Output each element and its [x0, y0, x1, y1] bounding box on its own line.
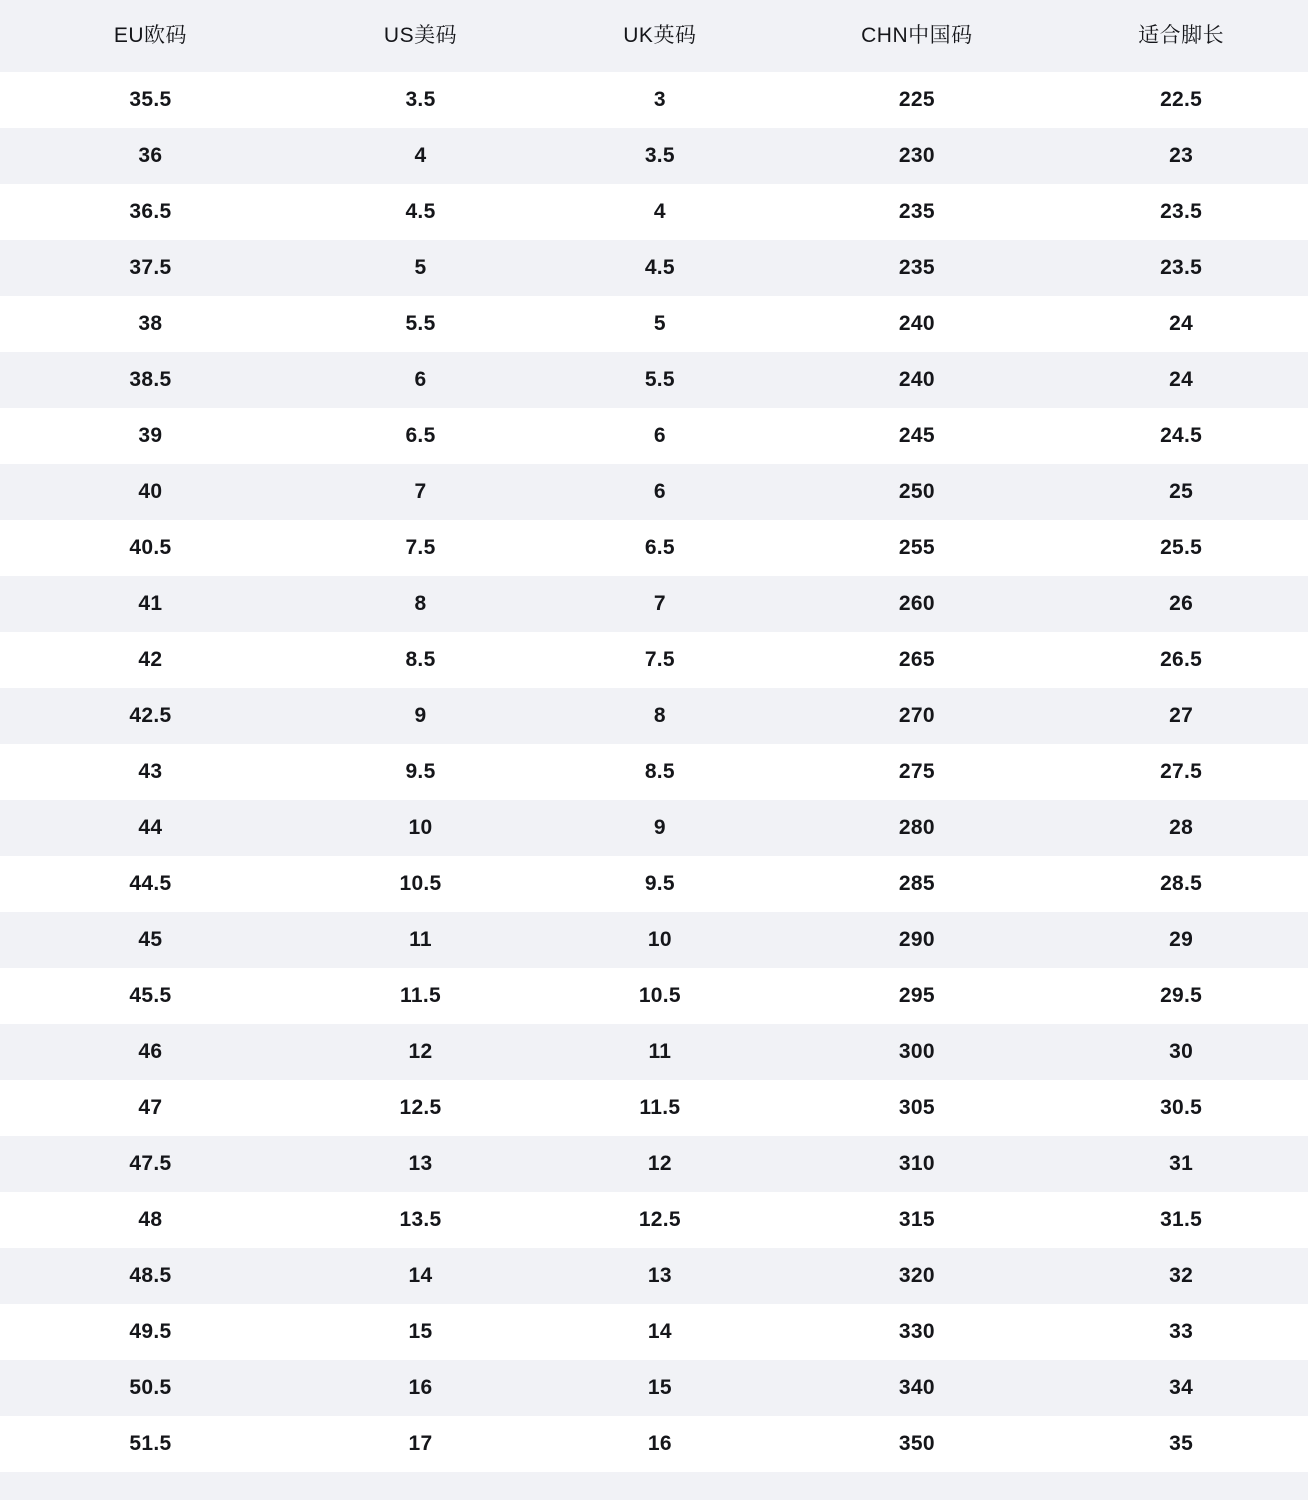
table-cell: [1054, 1024, 1308, 1080]
cell-value: 7: [653, 592, 666, 615]
table-cell: [1054, 240, 1308, 296]
cell-value: 8.5: [405, 648, 436, 671]
table-row: [0, 1248, 1308, 1304]
table-row: [0, 184, 1308, 240]
table-cell: [0, 968, 301, 1024]
table-cell: [0, 1416, 301, 1472]
table-cell: [780, 1416, 1055, 1472]
table-cell: [301, 912, 540, 968]
cell-value: 5: [653, 312, 666, 335]
cell-value: 34: [1169, 1376, 1194, 1399]
cell-value: 28: [1169, 816, 1194, 839]
table-cell: [540, 1192, 779, 1248]
table-cell: [1054, 744, 1308, 800]
cell-value: 39: [138, 424, 163, 447]
table-row: [0, 688, 1308, 744]
table-cell: [1054, 688, 1308, 744]
cell-value: 36: [138, 144, 163, 167]
cell-value: 4.5: [644, 256, 675, 279]
table-cell: [301, 856, 540, 912]
cell-value: 25: [1169, 480, 1194, 503]
cell-value: 11: [409, 928, 432, 951]
cell-value: 29: [1169, 928, 1194, 951]
cell-value: 240: [898, 312, 935, 335]
table-cell: [301, 240, 540, 296]
table-cell: [540, 520, 779, 576]
cell-value: 6.5: [644, 536, 675, 559]
cell-value: 11.5: [400, 984, 441, 1007]
table-row: [0, 800, 1308, 856]
cell-value: 27.5: [1160, 760, 1203, 783]
table-cell: [1054, 520, 1308, 576]
cell-value: 23.5: [1160, 256, 1203, 279]
cell-value: 3.5: [405, 88, 436, 111]
cell-value: 6: [414, 368, 427, 391]
cell-value: 245: [898, 424, 935, 447]
table-cell: [780, 184, 1055, 240]
table-cell: [1054, 912, 1308, 968]
table-cell: [301, 352, 540, 408]
cell-value: 350: [898, 1432, 935, 1455]
cell-value: 230: [898, 144, 935, 167]
table-cell: [540, 1080, 779, 1136]
table-cell: [540, 72, 779, 128]
cell-value: 12.5: [399, 1096, 442, 1119]
table-cell: [1054, 1360, 1308, 1416]
table-cell: [1054, 464, 1308, 520]
table-cell: [301, 1304, 540, 1360]
column-header-us: US美码: [301, 0, 540, 72]
table-cell: [0, 408, 301, 464]
cell-value: 12.5: [638, 1208, 681, 1231]
cell-value: 36.5: [129, 200, 172, 223]
cell-value: 48: [138, 1208, 163, 1231]
table-row: [0, 1080, 1308, 1136]
cell-value: 280: [898, 816, 935, 839]
cell-value: 37.5: [129, 256, 172, 279]
table-row: [0, 1136, 1308, 1192]
table-cell: [540, 296, 779, 352]
cell-value: 40.5: [129, 536, 172, 559]
table-cell: [0, 632, 301, 688]
table-cell: [780, 968, 1055, 1024]
table-row: [0, 1192, 1308, 1248]
cell-value: 41: [138, 592, 163, 615]
table-cell: [780, 800, 1055, 856]
table-cell: [540, 1248, 779, 1304]
table-cell: [780, 520, 1055, 576]
cell-value: 50.5: [129, 1376, 172, 1399]
table-cell: [540, 576, 779, 632]
table-row: [0, 1304, 1308, 1360]
cell-value: 10.5: [638, 984, 681, 1007]
table-cell: [780, 744, 1055, 800]
table-cell: [301, 296, 540, 352]
table-cell: [301, 744, 540, 800]
column-header-uk: UK英码: [540, 0, 779, 72]
table-cell: [780, 1080, 1055, 1136]
table-cell: [0, 1024, 301, 1080]
table-cell: [1054, 1248, 1308, 1304]
table-cell: [780, 296, 1055, 352]
table-cell: [301, 520, 540, 576]
cell-value: 4.5: [405, 200, 436, 223]
cell-value: 47.5: [129, 1152, 172, 1175]
cell-value: 45.5: [129, 984, 172, 1007]
table-cell: [0, 296, 301, 352]
table-cell: [780, 688, 1055, 744]
cell-value: 13.5: [399, 1208, 442, 1231]
cell-value: 17: [408, 1432, 433, 1455]
cell-value: 270: [898, 704, 935, 727]
table-cell: [1054, 800, 1308, 856]
cell-value: 24.5: [1160, 424, 1203, 447]
cell-value: 7.5: [405, 536, 436, 559]
cell-value: 14: [408, 1264, 433, 1287]
cell-value: 330: [898, 1320, 935, 1343]
cell-value: 26: [1169, 592, 1194, 615]
table-cell: [540, 1416, 779, 1472]
column-header-eu: EU欧码: [0, 0, 301, 72]
table-cell: [301, 800, 540, 856]
table-row: [0, 128, 1308, 184]
table-cell: [0, 744, 301, 800]
table-row: [0, 464, 1308, 520]
cell-value: 11.5: [639, 1096, 681, 1119]
table-cell: [780, 72, 1055, 128]
cell-value: 12: [408, 1040, 433, 1063]
table-cell: [540, 856, 779, 912]
cell-value: 9.5: [644, 872, 675, 895]
table-cell: [1054, 296, 1308, 352]
cell-value: 13: [408, 1152, 433, 1175]
cell-value: 310: [898, 1152, 935, 1175]
cell-value: 24: [1169, 368, 1194, 391]
cell-value: 7.5: [644, 648, 675, 671]
table-row: [0, 1024, 1308, 1080]
table-cell: [780, 1248, 1055, 1304]
cell-value: 265: [898, 648, 935, 671]
table-cell: [0, 352, 301, 408]
table-cell: [301, 464, 540, 520]
table-cell: [1054, 72, 1308, 128]
table-cell: [540, 128, 779, 184]
cell-value: 30: [1169, 1040, 1194, 1063]
table-cell: [780, 464, 1055, 520]
table-cell: [0, 912, 301, 968]
cell-value: 29.5: [1160, 984, 1203, 1007]
cell-value: 5.5: [405, 312, 436, 335]
header-row: [0, 0, 1308, 72]
cell-value: 23.5: [1160, 200, 1203, 223]
cell-value: 42.5: [129, 704, 172, 727]
cell-value: 340: [898, 1376, 935, 1399]
table-row: [0, 744, 1308, 800]
table-cell: [1054, 856, 1308, 912]
cell-value: 6.5: [405, 424, 436, 447]
table-cell: [780, 856, 1055, 912]
cell-value: 10.5: [399, 872, 442, 895]
cell-value: 235: [898, 200, 935, 223]
table-cell: [301, 1416, 540, 1472]
table-cell: [780, 240, 1055, 296]
cell-value: 15: [408, 1320, 433, 1343]
cell-value: 28.5: [1160, 872, 1203, 895]
table-cell: [540, 968, 779, 1024]
table-cell: [0, 856, 301, 912]
table-cell: [0, 576, 301, 632]
cell-value: 35.5: [129, 88, 172, 111]
table-cell: [1054, 576, 1308, 632]
cell-value: 38: [138, 312, 163, 335]
table-cell: [0, 520, 301, 576]
table-cell: [301, 1136, 540, 1192]
table-row: [0, 632, 1308, 688]
cell-value: 44: [138, 816, 163, 839]
table-cell: [0, 800, 301, 856]
cell-value: 8: [653, 704, 666, 727]
table-cell: [540, 408, 779, 464]
cell-value: 4: [414, 144, 427, 167]
table-cell: [540, 1024, 779, 1080]
cell-value: 9: [414, 704, 427, 727]
table-cell: [1054, 1416, 1308, 1472]
table-cell: [780, 352, 1055, 408]
table-cell: [301, 184, 540, 240]
table-cell: [780, 912, 1055, 968]
table-cell: [540, 1360, 779, 1416]
table-row: [0, 296, 1308, 352]
table-cell: [1054, 1192, 1308, 1248]
cell-value: 10: [408, 816, 433, 839]
column-header-footlength: 适合脚长: [1054, 0, 1308, 72]
cell-value: 11: [648, 1040, 672, 1063]
cell-value: 250: [898, 480, 935, 503]
table-cell: [301, 1024, 540, 1080]
table-cell: [780, 1024, 1055, 1080]
table-cell: [0, 72, 301, 128]
cell-value: 8: [414, 592, 427, 615]
cell-value: 43: [138, 760, 163, 783]
table-cell: [540, 184, 779, 240]
table-cell: [540, 352, 779, 408]
cell-value: 9.5: [405, 760, 436, 783]
cell-value: 320: [898, 1264, 935, 1287]
table-cell: [301, 1080, 540, 1136]
table-row: [0, 912, 1308, 968]
cell-value: 23: [1169, 144, 1194, 167]
cell-value: 13: [647, 1264, 672, 1287]
cell-value: 51.5: [129, 1432, 172, 1455]
table-cell: [301, 576, 540, 632]
table-cell: [540, 240, 779, 296]
table-row: [0, 72, 1308, 128]
table-row: [0, 576, 1308, 632]
cell-value: 5.5: [644, 368, 675, 391]
cell-value: 25.5: [1160, 536, 1203, 559]
table-cell: [1054, 128, 1308, 184]
table-cell: [301, 128, 540, 184]
table-cell: [540, 912, 779, 968]
table-cell: [780, 1304, 1055, 1360]
table-cell: [301, 688, 540, 744]
cell-value: 49.5: [129, 1320, 172, 1343]
cell-value: 15: [647, 1376, 672, 1399]
cell-value: 22.5: [1160, 88, 1203, 111]
table-cell: [780, 576, 1055, 632]
cell-value: 31: [1169, 1152, 1194, 1175]
cell-value: 305: [898, 1096, 935, 1119]
cell-value: 300: [898, 1040, 935, 1063]
table-cell: [301, 72, 540, 128]
table-cell: [1054, 352, 1308, 408]
table-cell: [1054, 1136, 1308, 1192]
cell-value: 46: [138, 1040, 163, 1063]
table-cell: [301, 968, 540, 1024]
cell-value: 6: [653, 480, 666, 503]
cell-value: 42: [138, 648, 163, 671]
cell-value: 7: [414, 480, 427, 503]
cell-value: 4: [653, 200, 666, 223]
cell-value: 240: [898, 368, 935, 391]
table-row: [0, 1360, 1308, 1416]
cell-value: 315: [898, 1208, 935, 1231]
table-row: [0, 352, 1308, 408]
table-cell: [0, 128, 301, 184]
table-cell: [0, 688, 301, 744]
cell-value: 32: [1169, 1264, 1194, 1287]
table-row: [0, 520, 1308, 576]
table-cell: [0, 1192, 301, 1248]
cell-value: 275: [898, 760, 935, 783]
cell-value: 44.5: [129, 872, 172, 895]
table-cell: [0, 184, 301, 240]
table-cell: [0, 1304, 301, 1360]
table-cell: [780, 632, 1055, 688]
table-cell: [0, 240, 301, 296]
table-row: [0, 856, 1308, 912]
table-cell: [540, 632, 779, 688]
cell-value: 14: [647, 1320, 672, 1343]
cell-value: 48.5: [129, 1264, 172, 1287]
table-cell: [780, 1136, 1055, 1192]
cell-value: 27: [1169, 704, 1194, 727]
cell-value: 255: [898, 536, 935, 559]
cell-value: 5: [414, 256, 427, 279]
cell-value: 16: [408, 1376, 433, 1399]
table-cell: [0, 464, 301, 520]
cell-value: 31.5: [1160, 1208, 1203, 1231]
cell-value: 10: [647, 928, 672, 951]
table-cell: [540, 1136, 779, 1192]
cell-value: 260: [898, 592, 935, 615]
table-cell: [301, 632, 540, 688]
column-header-chn: CHN中国码: [780, 0, 1055, 72]
table-cell: [1054, 968, 1308, 1024]
table-cell: [540, 688, 779, 744]
table-cell: [540, 800, 779, 856]
cell-value: 6: [653, 424, 666, 447]
cell-value: 3: [653, 88, 666, 111]
cell-value: 40: [138, 480, 163, 503]
cell-value: 38.5: [129, 368, 172, 391]
cell-value: 225: [898, 88, 935, 111]
cell-value: 16: [647, 1432, 672, 1455]
table-cell: [540, 1304, 779, 1360]
table-cell: [780, 408, 1055, 464]
table-cell: [0, 1360, 301, 1416]
table-cell: [540, 744, 779, 800]
table-row: [0, 1416, 1308, 1472]
table-cell: [301, 1360, 540, 1416]
table-cell: [1054, 408, 1308, 464]
cell-value: 8.5: [644, 760, 675, 783]
cell-value: 24: [1169, 312, 1194, 335]
cell-value: 30.5: [1160, 1096, 1203, 1119]
table-cell: [1054, 184, 1308, 240]
table-cell: [1054, 632, 1308, 688]
table-cell: [780, 128, 1055, 184]
table-row: [0, 240, 1308, 296]
cell-value: 12: [647, 1152, 672, 1175]
table-body: [0, 72, 1308, 1472]
cell-value: 3.5: [644, 144, 675, 167]
cell-value: 47: [138, 1096, 163, 1119]
table-cell: [0, 1248, 301, 1304]
table-cell: [301, 1192, 540, 1248]
table-cell: [1054, 1080, 1308, 1136]
table-cell: [1054, 1304, 1308, 1360]
table-cell: [780, 1192, 1055, 1248]
table-header: [0, 0, 1308, 72]
table-cell: [301, 1248, 540, 1304]
cell-value: 26.5: [1160, 648, 1203, 671]
table-cell: [540, 464, 779, 520]
table-row: [0, 968, 1308, 1024]
table-cell: [0, 1136, 301, 1192]
table-cell: [301, 408, 540, 464]
table-cell: [780, 1360, 1055, 1416]
cell-value: 295: [898, 984, 935, 1007]
cell-value: 285: [898, 872, 935, 895]
cell-value: 45: [138, 928, 163, 951]
cell-value: 235: [898, 256, 935, 279]
cell-value: 33: [1169, 1320, 1194, 1343]
cell-value: 290: [898, 928, 935, 951]
cell-value: 9: [653, 816, 666, 839]
cell-value: 35: [1169, 1432, 1194, 1455]
table-cell: [0, 1080, 301, 1136]
table-row: [0, 408, 1308, 464]
